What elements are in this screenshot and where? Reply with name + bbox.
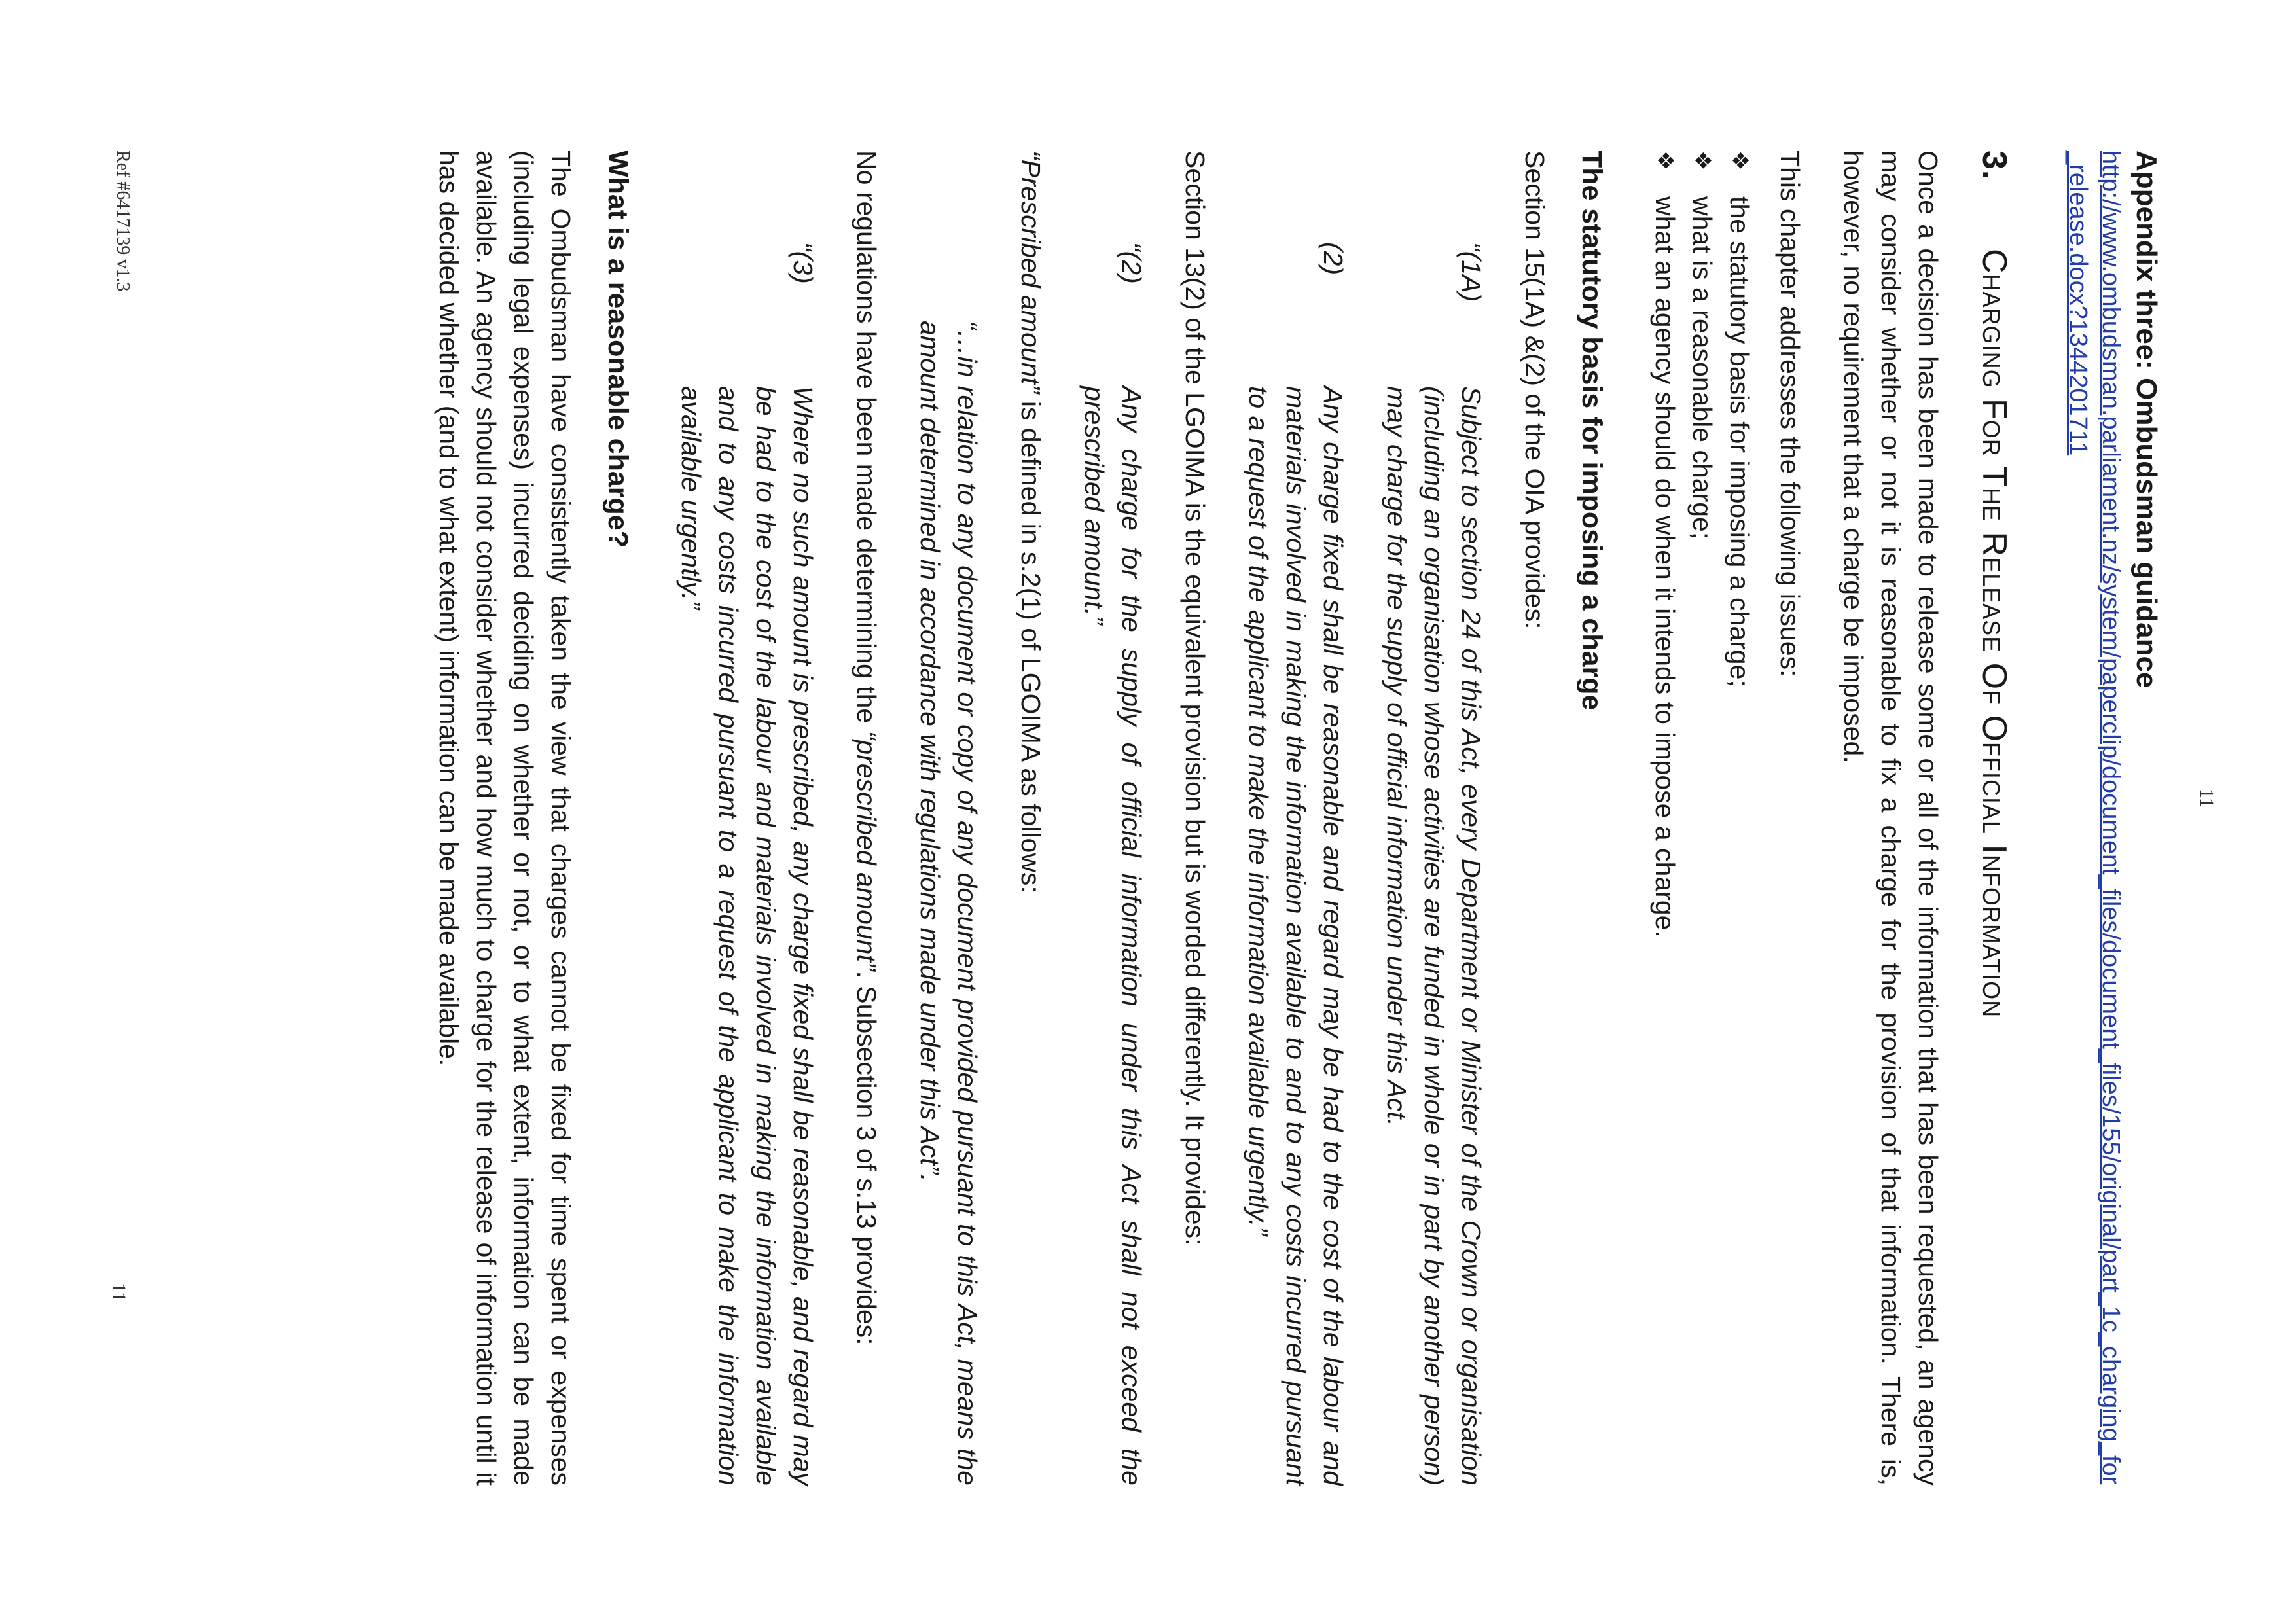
list-item: ❖ the statutory basis for imposing a charge; bbox=[1721, 151, 1758, 1486]
list-item: ❖ what an agency should do when it intends to impose a charge. bbox=[1646, 151, 1683, 1486]
chapter-title: Charging For The Release Of Official Information bbox=[1975, 249, 2013, 1018]
prescribed-quote: “…in relation to any document or copy of any document provided pursuant to this Act, means the amount determined in accordance with regulations made under this Act”. bbox=[915, 321, 982, 1486]
quote-number: (2) bbox=[1318, 242, 1348, 276]
issues-intro: This chapter addresses the following issues: bbox=[1775, 151, 1805, 677]
diamond-bullet-icon: ❖ bbox=[1727, 151, 1752, 171]
page-number-top: 11 bbox=[2196, 789, 2217, 808]
oia-quote-1a bbox=[1378, 151, 1490, 1486]
reasonable-heading: What is a reasonable charge? bbox=[602, 151, 634, 548]
guidance-link[interactable]: http://www.ombudsman.parliament.nz/system/paperclip/document_files/document_files/155/original/part_1c_charging_for_release.docx?1344201711 bbox=[2064, 151, 2125, 1485]
quote-number: “(3) bbox=[788, 242, 818, 284]
section13-intro: Section 13(2) of the LGOIMA is the equivalent provision but is worded differently. It provides: bbox=[1180, 151, 1210, 1246]
reasonable-paragraph: The Ombudsman have consistently taken the view that charges cannot be fixed for time spent or expenses (including legal expenses) incurred deciding on whether or not, or to what extent, information can be made available. An agency should not consider whether and how much to charge for the release of information until it has decided whether (and to what extent) information can be made available. bbox=[434, 151, 576, 1486]
diamond-bullet-icon: ❖ bbox=[1690, 151, 1715, 171]
issues-list bbox=[1646, 151, 1758, 1486]
page-number-bottom: 11 bbox=[108, 1283, 130, 1302]
document-reference: Ref #6417139 v1.3 bbox=[113, 151, 133, 292]
prescribed-rest: is defined in s.2(1) of LGOIMA as follows: bbox=[1016, 393, 1046, 893]
quote-number: “(2) bbox=[1117, 242, 1147, 284]
list-item: ❖ what is a reasonable charge; bbox=[1683, 151, 1721, 1486]
regulations-paragraph: No regulations have been made determining the “prescribed amount”. Subsection 3 of s.13 provides: bbox=[852, 151, 882, 1346]
quote-text: Any charge for the supply of official information under this Act shall not exceed the prescribed amount.” bbox=[1079, 386, 1147, 1486]
diamond-bullet-icon: ❖ bbox=[1653, 151, 1677, 171]
oia-quote-2 bbox=[1240, 151, 1352, 1486]
section15-intro: Section 15(1A) &(2) of the OIA provides: bbox=[1520, 151, 1550, 630]
quote-text: Any charge fixed shall be reasonable and regard may be had to the cost of the labour and materials involved in making the information available to and to any costs incurred pursuant to a request of the applicant to make the information available urgently.” bbox=[1244, 386, 1348, 1486]
intro-paragraph: Once a decision has been made to release some or all of the information that has been requested, an agency may consider whether or not it is reasonable to fix a charge for the provision of that information. There is, however, no requirement that a charge be imposed. bbox=[1839, 151, 1943, 1486]
subsection3-quote bbox=[672, 151, 821, 1486]
regulations-term: “prescribed amount” bbox=[852, 730, 882, 971]
page-body bbox=[404, 151, 2165, 1486]
appendix-heading: Appendix three: Ombudsman guidance bbox=[2130, 151, 2162, 688]
chapter-heading bbox=[1973, 151, 2016, 1486]
quote-number: “(1A) bbox=[1456, 242, 1486, 302]
quote-text: Subject to section 24 of this Act, every Department or Minister of the Crown or organisation (including an organisation whose activities are funded in whole or in part by another person) may charge for the supply of official information under this Act. bbox=[1382, 386, 1486, 1486]
prescribed-definition bbox=[1012, 151, 1049, 1486]
chapter-number: 3. bbox=[1975, 151, 2013, 181]
lgoima-quote bbox=[1075, 151, 1150, 1486]
quote-text: Where no such amount is prescribed, any charge fixed shall be reasonable, and regard may be had to the cost of the labour and materials involved in making the information available and to any costs incurred pursuant to a request of the applicant to make the information available urgently.” bbox=[676, 386, 818, 1486]
prescribed-term: “Prescribed amount” bbox=[1016, 151, 1046, 394]
statutory-heading: The statutory basis for imposing a charge bbox=[1576, 151, 1607, 711]
